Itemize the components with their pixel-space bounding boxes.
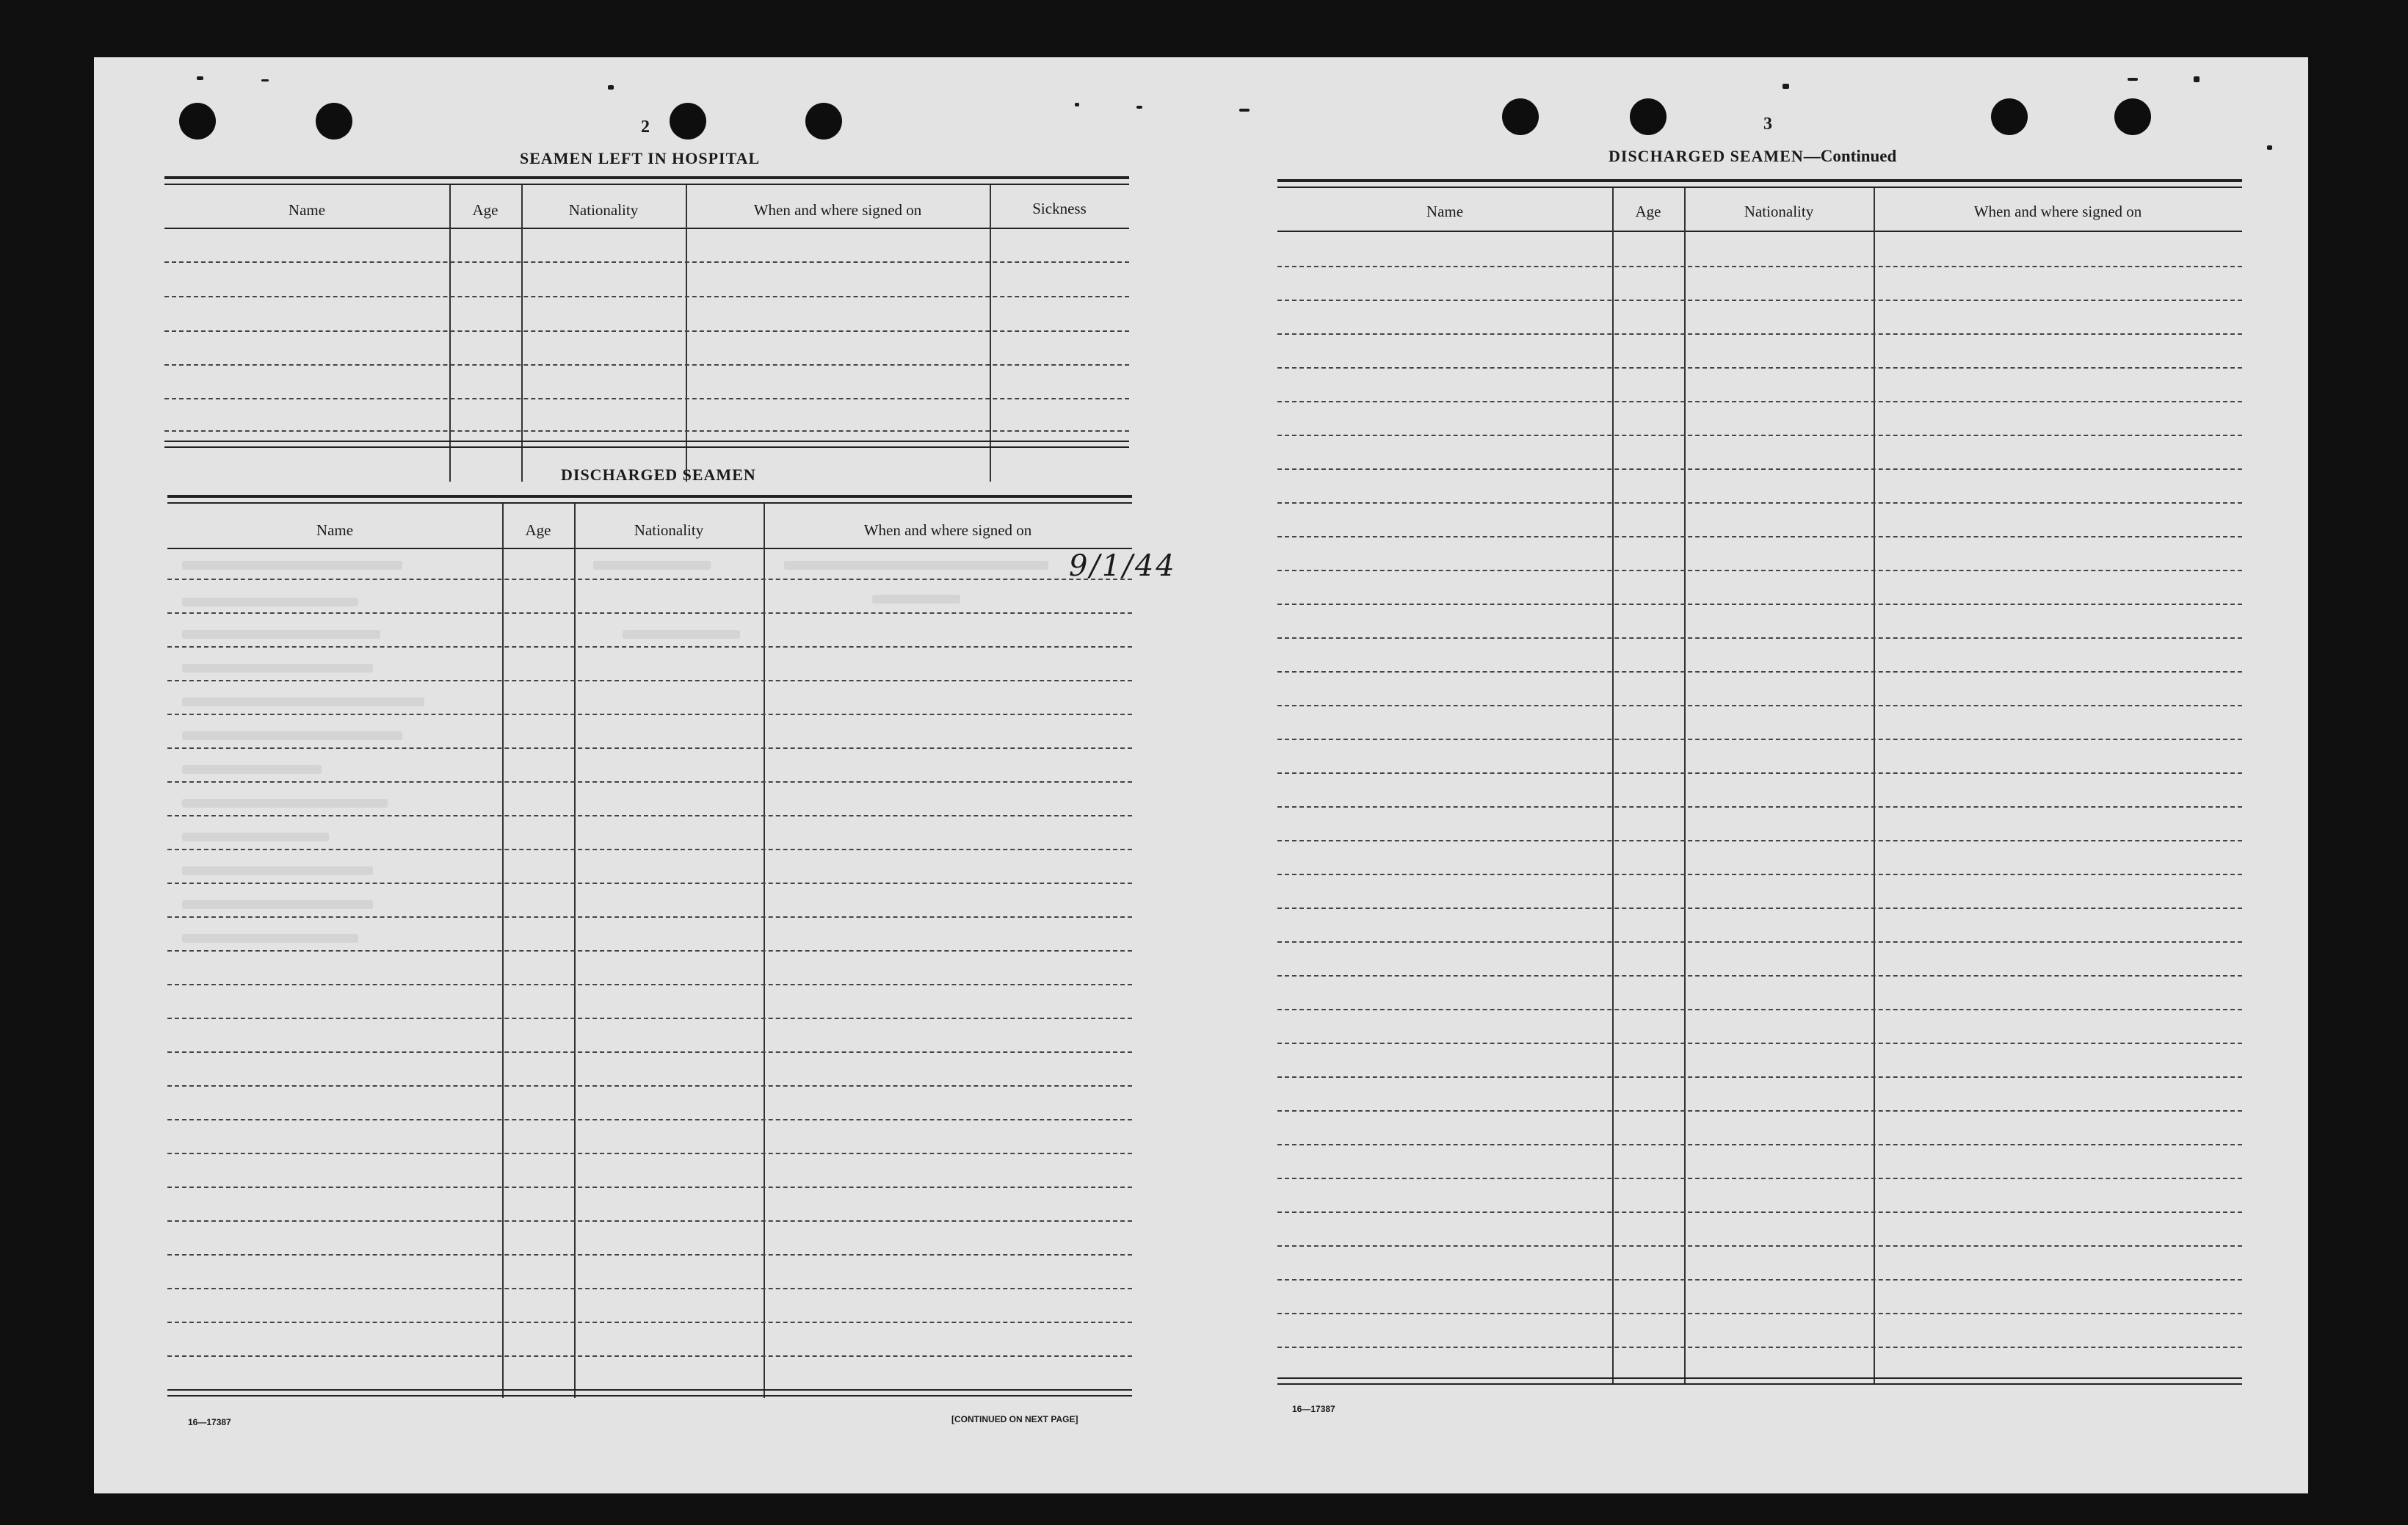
row-rule bbox=[167, 984, 1132, 985]
row-rule bbox=[167, 579, 1132, 580]
row-rule bbox=[167, 950, 1132, 952]
row-rule bbox=[167, 1288, 1132, 1289]
row-rule bbox=[1277, 570, 2242, 571]
row-rule bbox=[167, 1254, 1132, 1256]
row-rule bbox=[1277, 401, 2242, 402]
faint-entry bbox=[784, 561, 1048, 570]
row-rule bbox=[1277, 502, 2242, 504]
column-header-name: Name bbox=[288, 201, 326, 219]
column-header-name: Name bbox=[1426, 203, 1464, 220]
table-rule bbox=[1277, 186, 2242, 188]
table-rule bbox=[167, 1389, 1132, 1391]
faint-entry bbox=[182, 934, 358, 943]
table-rule bbox=[164, 441, 1129, 442]
column-header-signed-on: When and where signed on bbox=[1973, 203, 2142, 220]
table-rule bbox=[164, 176, 1129, 179]
faint-entry bbox=[182, 598, 358, 606]
column-divider bbox=[521, 185, 523, 482]
column-divider bbox=[990, 185, 991, 482]
faint-entry bbox=[593, 561, 711, 570]
table-rule bbox=[167, 1395, 1132, 1397]
row-rule bbox=[1277, 1245, 2242, 1247]
row-rule bbox=[1277, 435, 2242, 436]
table-rule bbox=[164, 446, 1129, 448]
faint-entry bbox=[182, 731, 402, 740]
faint-entry bbox=[182, 630, 380, 639]
row-rule bbox=[164, 296, 1129, 297]
row-rule bbox=[1277, 1043, 2242, 1044]
left-page bbox=[94, 57, 1201, 1493]
row-rule bbox=[167, 781, 1132, 783]
row-rule bbox=[1277, 806, 2242, 808]
row-rule bbox=[1277, 1279, 2242, 1281]
faint-entry bbox=[182, 900, 373, 909]
discharged-continued-title bbox=[1609, 147, 1896, 166]
row-rule bbox=[167, 680, 1132, 681]
table-rule bbox=[1277, 1377, 2242, 1379]
row-rule bbox=[1277, 300, 2242, 301]
row-rule bbox=[164, 430, 1129, 432]
row-rule bbox=[167, 747, 1132, 749]
hospital-table bbox=[164, 176, 1129, 505]
row-rule bbox=[167, 1085, 1132, 1087]
row-rule bbox=[1277, 975, 2242, 977]
document-sheet bbox=[94, 57, 2308, 1493]
faint-entry bbox=[182, 765, 322, 774]
column-header-nationality: Nationality bbox=[568, 201, 639, 219]
row-rule bbox=[1277, 266, 2242, 267]
header-rule bbox=[164, 228, 1129, 229]
row-rule bbox=[1277, 1178, 2242, 1179]
column-header-age: Age bbox=[525, 521, 551, 539]
column-divider bbox=[686, 185, 687, 482]
row-rule bbox=[1277, 941, 2242, 943]
table-rule bbox=[1277, 179, 2242, 182]
column-header-nationality: Nationality bbox=[634, 521, 704, 539]
faint-entry bbox=[182, 799, 388, 808]
row-rule bbox=[1277, 908, 2242, 909]
row-rule bbox=[167, 1153, 1132, 1154]
row-rule bbox=[1277, 536, 2242, 537]
header-rule bbox=[1277, 231, 2242, 232]
column-header-name: Name bbox=[316, 521, 354, 539]
row-rule bbox=[1277, 1211, 2242, 1213]
title-main: DISCHARGED SEAMEN bbox=[1609, 147, 1804, 165]
faint-entry bbox=[182, 866, 373, 875]
row-rule bbox=[1277, 671, 2242, 673]
row-rule bbox=[1277, 1009, 2242, 1010]
row-rule bbox=[167, 1355, 1132, 1357]
column-header-signed-on: When and where signed on bbox=[863, 521, 1032, 539]
row-rule bbox=[167, 1051, 1132, 1053]
faint-entry bbox=[182, 664, 373, 673]
faint-entry bbox=[182, 561, 402, 570]
row-rule bbox=[1277, 1076, 2242, 1078]
row-rule bbox=[167, 1220, 1132, 1222]
row-rule bbox=[167, 883, 1132, 884]
faint-entry bbox=[623, 630, 740, 639]
row-rule bbox=[167, 1187, 1132, 1188]
column-header-age: Age bbox=[1635, 203, 1661, 220]
row-rule bbox=[167, 714, 1132, 715]
row-rule bbox=[167, 1322, 1132, 1323]
row-rule bbox=[1277, 705, 2242, 706]
page-number: 2 bbox=[641, 117, 650, 137]
column-header-age: Age bbox=[472, 201, 498, 219]
faint-entry bbox=[182, 833, 329, 841]
discharged-continued-table bbox=[1277, 179, 2242, 1392]
discharged-section-title: DISCHARGED SEAMEN bbox=[561, 466, 756, 484]
row-rule bbox=[1277, 604, 2242, 605]
row-rule bbox=[1277, 1347, 2242, 1348]
column-header-signed-on: When and where signed on bbox=[753, 201, 922, 219]
column-header-nationality: Nationality bbox=[1744, 203, 1814, 220]
row-rule bbox=[1277, 637, 2242, 639]
hospital-section-title: SEAMEN LEFT IN HOSPITAL bbox=[520, 149, 761, 167]
form-number: 16—17387 bbox=[1292, 1404, 1335, 1414]
faint-entry bbox=[182, 698, 424, 706]
title-continued: —Continued bbox=[1803, 147, 1897, 165]
row-rule bbox=[1277, 468, 2242, 470]
row-rule bbox=[167, 815, 1132, 816]
row-rule bbox=[1277, 772, 2242, 774]
row-rule bbox=[1277, 1110, 2242, 1112]
row-rule bbox=[167, 1119, 1132, 1120]
row-rule bbox=[1277, 1313, 2242, 1314]
row-rule bbox=[1277, 739, 2242, 740]
row-rule bbox=[167, 612, 1132, 614]
row-rule bbox=[167, 849, 1132, 850]
row-rule bbox=[167, 646, 1132, 648]
header-rule bbox=[167, 548, 1132, 549]
continued-note: [CONTINUED ON NEXT PAGE] bbox=[951, 1414, 1078, 1424]
discharged-table bbox=[167, 495, 1177, 1405]
row-rule bbox=[1277, 840, 2242, 841]
right-page bbox=[1201, 57, 2308, 1493]
row-rule bbox=[1277, 1144, 2242, 1145]
column-divider bbox=[449, 185, 451, 482]
row-rule bbox=[164, 330, 1129, 332]
faint-entry bbox=[872, 595, 960, 604]
column-header-sickness: Sickness bbox=[1032, 200, 1087, 217]
table-rule bbox=[1277, 1383, 2242, 1385]
table-rule bbox=[167, 495, 1132, 498]
row-rule bbox=[1277, 874, 2242, 875]
row-rule bbox=[1277, 367, 2242, 369]
form-number: 16—17387 bbox=[188, 1417, 231, 1427]
row-rule bbox=[164, 364, 1129, 366]
row-rule bbox=[164, 398, 1129, 399]
row-rule bbox=[164, 261, 1129, 263]
table-rule bbox=[167, 502, 1132, 504]
row-rule bbox=[167, 916, 1132, 918]
handwritten-date: 9/1/44 bbox=[1069, 549, 1177, 583]
page-number: 3 bbox=[1763, 115, 1772, 134]
row-rule bbox=[1277, 333, 2242, 335]
row-rule bbox=[167, 1018, 1132, 1019]
table-rule bbox=[164, 184, 1129, 185]
